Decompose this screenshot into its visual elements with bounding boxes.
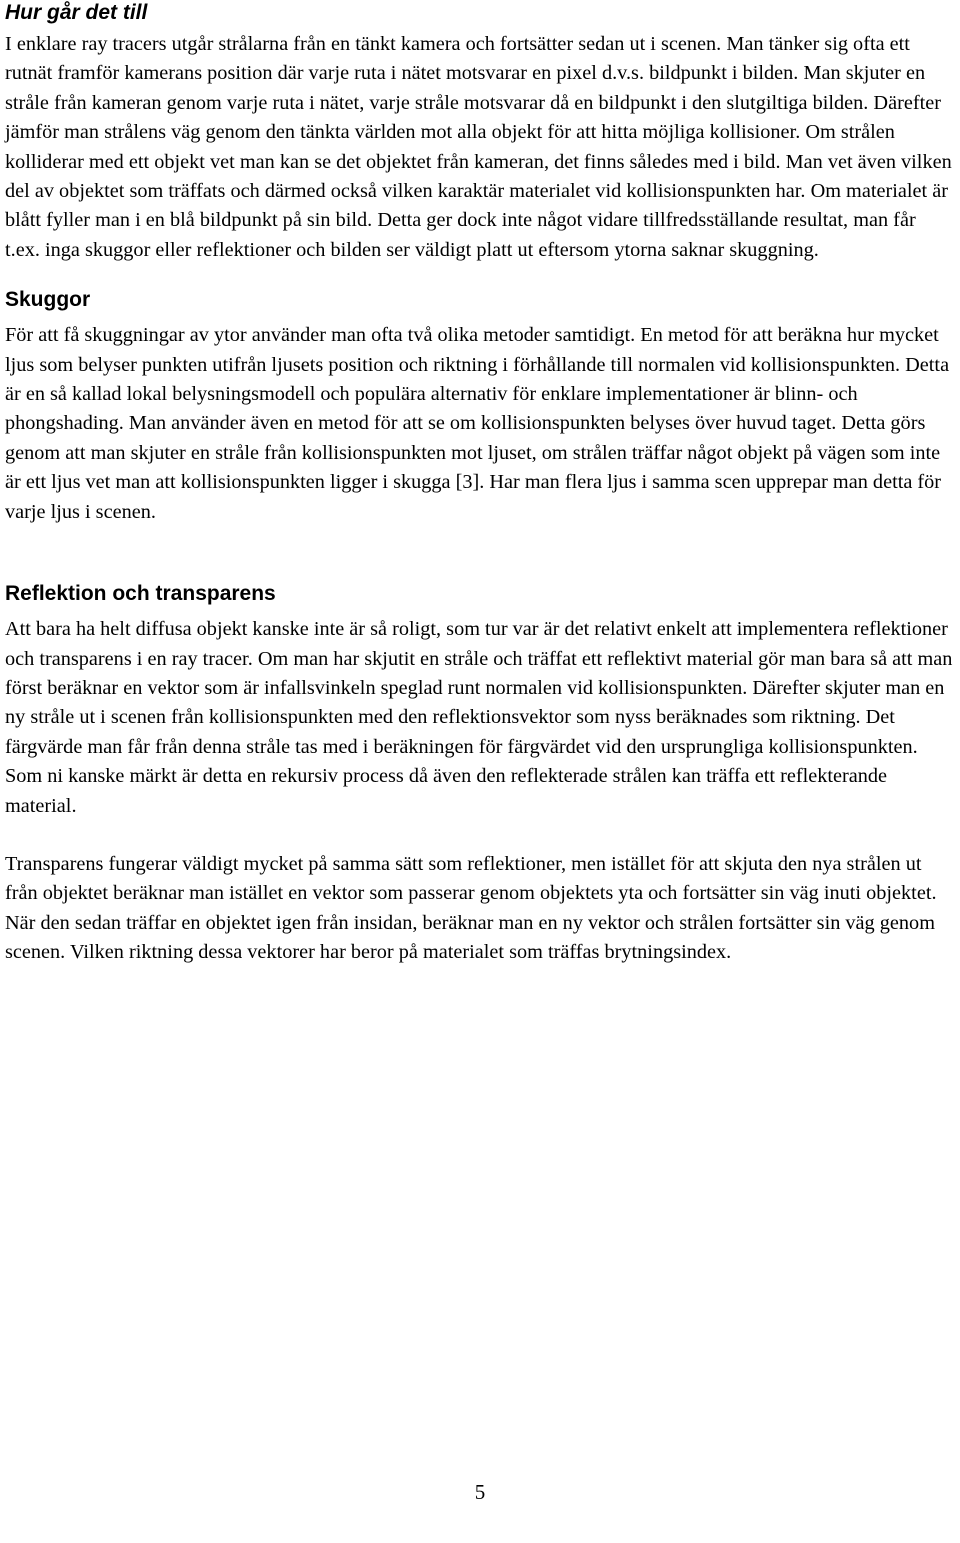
page-number: 5 [474,1480,486,1504]
section-heading-skuggor: Skuggor [5,288,91,312]
section-heading-reflektion-och-transparens: Reflektion och transparens [5,582,276,606]
paragraph-skuggor: För att få skuggningar av ytor använder man ofta två olika metoder samtidigt. En metod för att beräkna hur mycket ljus som belyser punkten utifrån ljusets position och riktning i förhållande till normalen vid kollisionspunkten. Detta är en så kallad lokal belysningsmodell och populära alternativ för enklare implementationer är blinn- och phongshading. Man använder även en metod för att se om kollisionspunkten belyses över huvud taget. Detta görs genom att man skjuter en stråle från kollisionspunkten mot ljuset, om strålen träffar något objekt på vägen som inte är ett ljus vet man att kollisionspunkten ligger i skugga [3]. Har man flera ljus i samma scen upprepar man detta för varje ljus i scenen. [5,324,950,523]
section-heading-hur-gar-det-till: Hur går det till [5,1,148,24]
paragraph-transparens: Transparens fungerar väldigt mycket på samma sätt som reflektioner, men istället för att skjuta den nya strålen ut från objektet beräknar man istället en vektor som passerar genom objektets yta och fortsätter sin väg inuti objektet. När den sedan träffar en objektet igen från insidan, beräknar man en ny vektor och strålen fortsätter sin väg genom scenen. Vilken riktning dessa vektorer har beror på materialet som träffas brytningsindex. [5,852,937,964]
paragraph-hur-gar-det-till: I enklare ray tracers utgår strålarna från en tänkt kamera och fortsätter sedan ut i scenen. Man tänker sig ofta ett rutnät framför kamerans position där varje ruta i nätet motsvarar en pixel d.v.s. bildpunkt i bilden. Man skjuter en stråle från kameran genom varje ruta i nätet, varje stråle motsvarar då en bildpunkt i den slutgiltiga bilden. Därefter jämför man strålens väg genom den tänkta världen mot alla objekt för att hitta möjliga kollisioner. Om strålen kolliderar med ett objekt vet man kan se det objektet från kameran, det finns således med i bild. Man vet även vilken del av objektet som träffats och därmed också vilken karaktär materialet vid kollisionspunkten har. Om materialet är blått fyller man i en blå bildpunkt på sin bild. Detta ger dock inte något vidare tillfredsställande resultat, man får t.ex. inga skuggor eller reflektioner och bilden ser väldigt platt ut eftersom ytorna saknar skuggning. [5,33,952,261]
paragraph-reflektion: Att bara ha helt diffusa objekt kanske inte är så roligt, som tur var är det relativt enkelt att implementera reflektioner och transparens i en ray tracer. Om man har skjutit en stråle och träffat ett reflektivt material gör man bara så att man först beräknar en vektor som är infallsvinkeln speglad runt normalen vid kollisionspunkten. Därefter skjuter man en ny stråle ut i scenen från kollisionspunkten med den reflektionsvektor som nyss beräknades som riktning. Det färgvärde man får från denna stråle tas med i beräkningen för färgvärdet vid den ursprungliga kollisionspunkten. Som ni kanske märkt är detta en rekursiv process då även den reflekterade strålen kan träffa ett reflekterande material. [5,618,953,817]
page-content [5,0,955,968]
